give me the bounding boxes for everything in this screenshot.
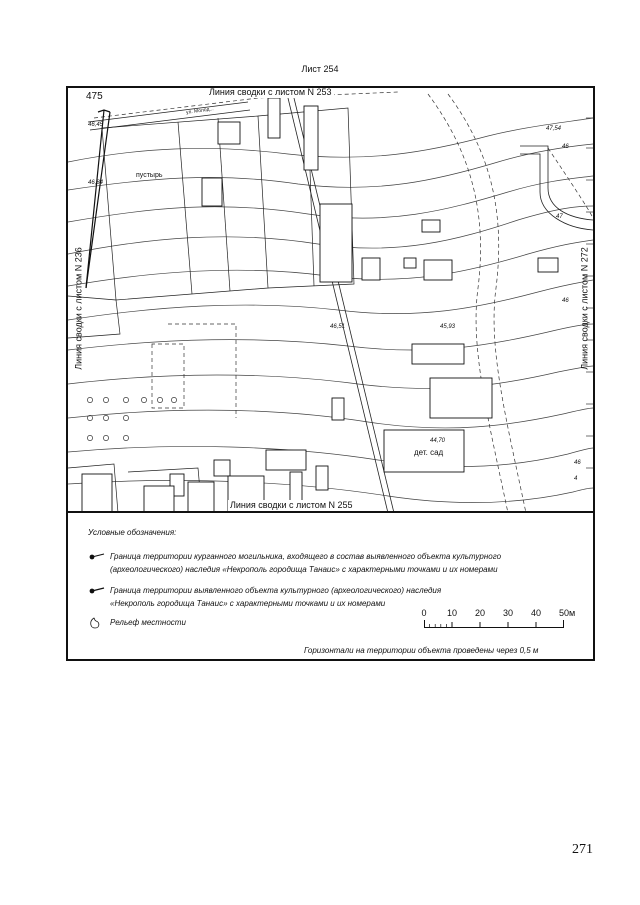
road-lines xyxy=(88,98,593,513)
scale-bar xyxy=(421,608,584,630)
join-line-top-label: Линия сводки с листом N 253 xyxy=(209,88,332,97)
scale-unit: м xyxy=(569,608,576,618)
street-label: ул. Молод... xyxy=(185,106,215,116)
legend xyxy=(68,514,593,659)
map-drawing xyxy=(68,88,593,513)
legend-text: Граница территории выявленного объекта культурного (археологического) наследия xyxy=(110,586,442,595)
legend-item-heritage-boundary xyxy=(88,584,441,610)
scale-tick-label: 20 xyxy=(474,608,486,618)
legend-item-barrow-boundary xyxy=(88,550,501,576)
join-line-bottom-label: Линия сводки с листом N 255 xyxy=(230,500,353,510)
scale-tick-label: 0 xyxy=(421,608,427,618)
scale-tick-label: 50 xyxy=(558,608,570,618)
elevation-mark: 46 xyxy=(562,298,569,304)
wasteland-label: пустырь xyxy=(136,172,163,179)
topographic-map xyxy=(68,88,593,513)
contour-line xyxy=(68,280,593,320)
legend-text: (археологического) наследия «Некрополь городища Танаис» с характерными точками и их номерами xyxy=(110,565,498,574)
relief-points xyxy=(87,397,176,440)
legend-text: Рельеф местности xyxy=(110,618,186,627)
barrow-boundary-symbol-icon xyxy=(88,550,106,564)
elevation-mark: 46,84 xyxy=(88,180,104,186)
relief-symbol-icon xyxy=(88,616,106,630)
elevation-mark: 46,45 xyxy=(88,122,104,128)
elevation-mark: 4 xyxy=(574,476,578,482)
elevation-mark: 46 xyxy=(562,144,569,150)
scale-tick-label: 40 xyxy=(530,608,542,618)
elevation-mark: 45,93 xyxy=(440,324,456,330)
contour-line xyxy=(68,446,593,466)
map-sheet-frame xyxy=(66,86,595,661)
join-line-right-label: Линия сводки с листом N 272 xyxy=(579,247,590,370)
legend-title: Условные обозначения: xyxy=(88,528,177,537)
point-number-label: 475 xyxy=(86,91,103,102)
buildings xyxy=(82,98,558,513)
heritage-boundary-symbol-icon xyxy=(88,584,106,598)
scale-ruler xyxy=(424,620,564,628)
legend-text: Граница территории курганного могильника, входящего в состав выявленного объекта культурного xyxy=(110,552,502,561)
contour-line xyxy=(68,408,593,428)
elevation-mark: 47,54 xyxy=(546,126,562,132)
kindergarten-label: дет. сад xyxy=(414,448,444,457)
sheet-title: Лист 254 xyxy=(301,64,339,74)
legend-item-relief xyxy=(88,616,186,630)
page-number: 271 xyxy=(572,842,593,857)
scale-tick-label: 30 xyxy=(502,608,514,618)
elevation-mark: 44,70 xyxy=(430,438,446,444)
boundary-marker-lines xyxy=(86,110,110,288)
elevation-mark: 47 xyxy=(556,214,563,220)
contour-interval-note: Горизонтали на территории объекта проведены через 0,5 м xyxy=(304,646,539,655)
scale-tick-label: 10 xyxy=(446,608,458,618)
legend-text: «Некрополь городища Танаис» с характерными точками и их номерами xyxy=(110,599,386,608)
elevation-mark: 46,51 xyxy=(330,324,346,330)
elevation-mark: 46 xyxy=(574,460,581,466)
contour-line xyxy=(68,366,593,388)
join-line-left-label: Линия сводки с листом N 236 xyxy=(73,247,84,370)
